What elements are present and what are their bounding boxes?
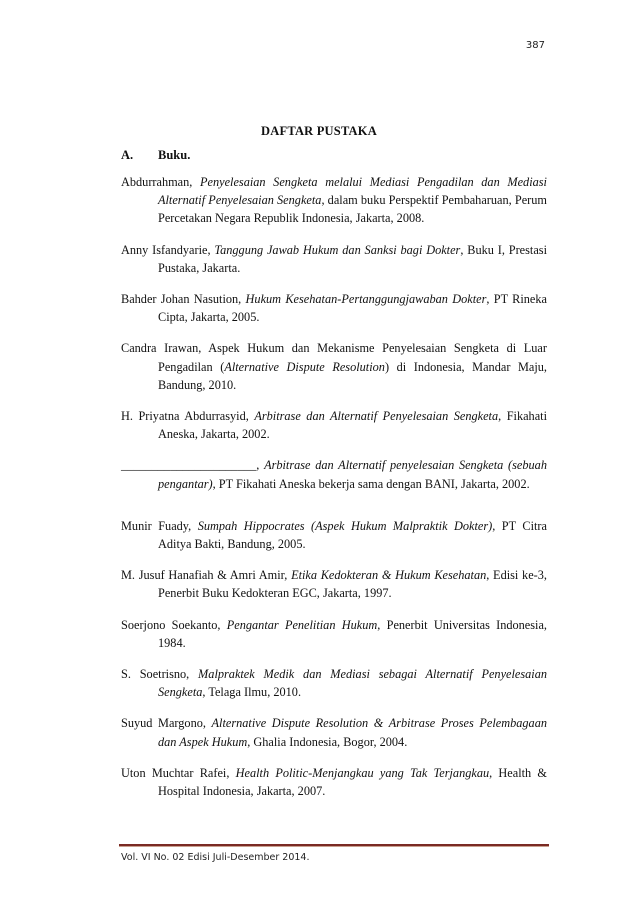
reference-title: Alternative Dispute Resolution & Arbitrase Proses Pelembagaan dan Aspek Hukum bbox=[158, 716, 547, 749]
reference-text: ) di Indonesia, Mandar Maju, Bandung, 2010. bbox=[158, 359, 548, 392]
page-number: 387 bbox=[525, 40, 545, 51]
reference-title: Malpraktek Medik dan Mediasi sebagai Alternatif Penyelesaian Sengketa bbox=[158, 667, 548, 700]
section-number: A. bbox=[121, 148, 134, 162]
reference-text: Suyud Margono, bbox=[121, 716, 212, 731]
reference-text: , PT Fikahati Aneska bekerja sama dengan BANI, Jakarta, 2002. bbox=[212, 476, 530, 491]
reference-entry bbox=[121, 241, 547, 277]
reference-text: , Ghalia Indonesia, Bogor, 2004. bbox=[247, 734, 408, 749]
reference-title: Hukum Kesehatan-Pertanggungjawaban Dokter bbox=[245, 292, 487, 307]
reference-entry bbox=[121, 764, 547, 800]
reference-text: H. Priyatna Abdurrasyid, bbox=[121, 409, 255, 424]
reference-text: Bahder Johan Nasution, bbox=[121, 292, 246, 307]
reference-entry bbox=[121, 407, 547, 443]
reference-text: S. Soetrisno, bbox=[121, 667, 199, 682]
section-heading bbox=[121, 148, 190, 163]
reference-entry bbox=[121, 517, 547, 553]
page-title: DAFTAR PUSTAKA bbox=[261, 124, 377, 138]
reference-title: Arbitrase dan Alternatif penyelesaian Sengketa (sebuah pengantar) bbox=[158, 458, 547, 491]
footer-journal-info: Vol. VI No. 02 Edisi Juli-Desember 2014. bbox=[121, 852, 310, 863]
reference-entry bbox=[121, 616, 547, 652]
reference-entry bbox=[121, 456, 547, 492]
reference-title: Alternative Dispute Resolution bbox=[224, 359, 385, 374]
reference-text: ______________________, bbox=[121, 458, 265, 473]
reference-text: Uton Muchtar Rafei, bbox=[121, 765, 236, 780]
reference-text: , Penerbit Universitas Indonesia, 1984. bbox=[158, 617, 547, 650]
reference-entry bbox=[121, 714, 547, 750]
reference-entry bbox=[121, 339, 547, 394]
reference-text: , Telaga Ilmu, 2010. bbox=[202, 685, 302, 700]
reference-title: Health Politic-Menjangkau yang Tak Terjangkau bbox=[235, 765, 490, 780]
reference-list bbox=[121, 173, 547, 813]
reference-text: Anny Isfandyarie, bbox=[121, 242, 215, 257]
reference-text: , PT Rineka Cipta, Jakarta, 2005. bbox=[158, 292, 547, 325]
reference-text: Soerjono Soekanto, bbox=[121, 617, 227, 632]
reference-entry bbox=[121, 290, 547, 326]
reference-title: Sumpah Hippocrates (Aspek Hukum Malpraktik Dokter) bbox=[197, 518, 493, 533]
reference-text: , Buku I, Prestasi Pustaka, Jakarta. bbox=[158, 242, 547, 275]
reference-entry bbox=[121, 566, 547, 602]
reference-text: , Edisi ke-3, Penerbit Buku Kedokteran EGC, Jakarta, 1997. bbox=[158, 568, 547, 601]
section-label: Buku. bbox=[158, 148, 191, 162]
reference-title: Pengantar Penelitian Hukum bbox=[226, 617, 378, 632]
reference-title: Etika Kedokteran & Hukum Kesehatan bbox=[291, 568, 487, 583]
reference-title: Tanggung Jawab Hukum dan Sanksi bagi Dokter bbox=[214, 242, 461, 257]
reference-title: Arbitrase dan Alternatif Penyelesaian Sengketa bbox=[254, 409, 499, 424]
reference-entry bbox=[121, 665, 547, 701]
reference-text: , Health & Hospital Indonesia, Jakarta, 2007. bbox=[158, 765, 547, 799]
reference-text: , dalam buku Perspektif Pembaharuan, Perum Percetakan Negara Republik Indonesia, Jakarta, 2008. bbox=[158, 193, 547, 226]
reference-text: , PT Citra Aditya Bakti, Bandung, 2005. bbox=[158, 518, 547, 552]
footer-divider bbox=[119, 844, 549, 847]
reference-text: , Fikahati Aneska, Jakarta, 2002. bbox=[158, 409, 547, 442]
reference-text: Abdurrahman, bbox=[121, 175, 200, 189]
reference-text: Candra Irawan, Aspek Hukum dan Mekanisme Penyelesaian Sengketa di Luar Pengadilan ( bbox=[121, 341, 547, 374]
reference-text: Munir Fuady, bbox=[121, 518, 198, 533]
reference-title: Penyelesaian Sengketa melalui Mediasi Pengadilan dan Mediasi Alternatif Penyelesaian Sengketa bbox=[158, 175, 547, 208]
reference-entry bbox=[121, 173, 547, 228]
reference-text: M. Jusuf Hanafiah & Amri Amir, bbox=[121, 568, 292, 583]
